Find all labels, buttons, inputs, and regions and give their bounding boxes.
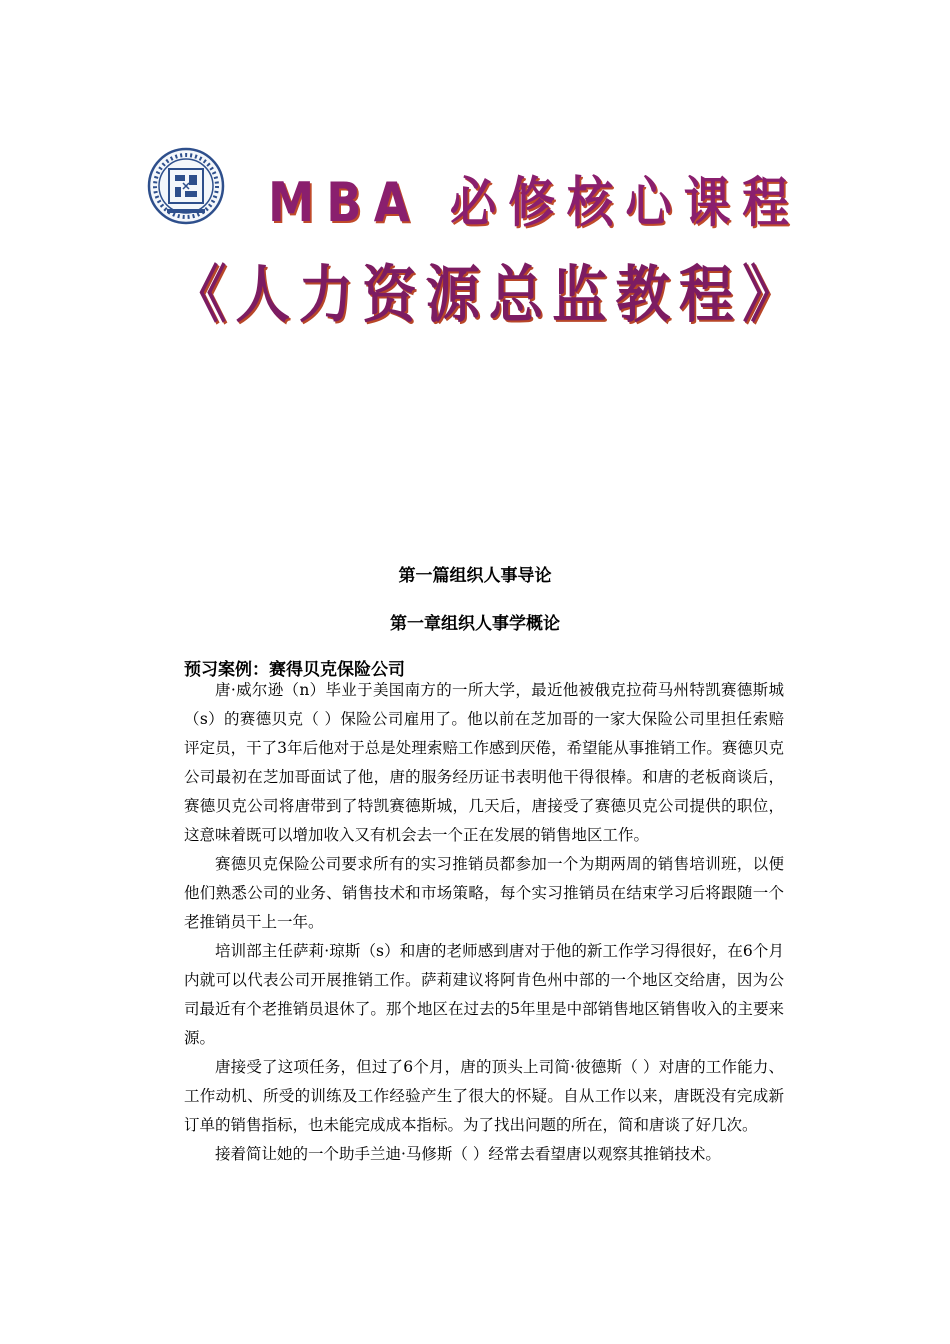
document-title-line1: MBA 必修核心课程 bbox=[268, 171, 801, 234]
chapter-title: 第一章组织人事学概论 bbox=[390, 614, 560, 634]
document-title-line2: 《人力资源总监教程》 bbox=[172, 258, 806, 331]
paragraph: 接着简让她的一个助手兰迪·马修斯（ ）经常去看望唐以观察其推销技术。 bbox=[215, 1145, 721, 1163]
part-title: 第一篇组织人事导论 bbox=[398, 566, 552, 586]
university-seal-icon bbox=[147, 147, 225, 225]
paragraph: 培训部主任萨莉·琼斯（s）和唐的老师感到唐对于他的新工作学习得很好，在6个月内就可以代表公司开展推销工作。萨莉建议将阿肯色州中部的一个地区交给唐，因为公司最近有个老推销员退休了。那个地区在过去的5年里是中部销售地区销售收入的主要来源。 bbox=[184, 942, 784, 1047]
paragraph: 唐·威尔逊（n）毕业于美国南方的一所大学，最近他被俄克拉荷马州特凯赛德斯城（s）的赛德贝克（ ）保险公司雇用了。他以前在芝加哥的一家大保险公司里担任索赔评定员，干了3年后他对于总是处理索赔工作感到厌倦，希望能从事推销工作。赛德贝克公司最初在芝加哥面试了他，唐的服务经历证书表明他干得很棒。和唐的老板商谈后，赛德贝克公司将唐带到了特凯赛德斯城，几天后，唐接受了赛德贝克公司提供的职位，这意味着既可以增加收入又有机会去一个正在发展的销售地区工作。 bbox=[184, 681, 784, 844]
paragraph: 赛德贝克保险公司要求所有的实习推销员都参加一个为期两周的销售培训班，以便他们熟悉公司的业务、销售技术和市场策略，每个实习推销员在结束学习后将跟随一个老推销员干上一年。 bbox=[184, 855, 784, 931]
case-title: 预习案例：赛得贝克保险公司 bbox=[184, 660, 405, 680]
paragraph: 唐接受了这项任务，但过了6个月，唐的顶头上司简·彼德斯（ ）对唐的工作能力、工作动机、所受的训练及工作经验产生了很大的怀疑。自从工作以来，唐既没有完成新订单的销售指标，也未能完成成本指标。为了找出问题的所在，简和唐谈了好几次。 bbox=[184, 1058, 784, 1134]
case-body bbox=[184, 676, 784, 1169]
